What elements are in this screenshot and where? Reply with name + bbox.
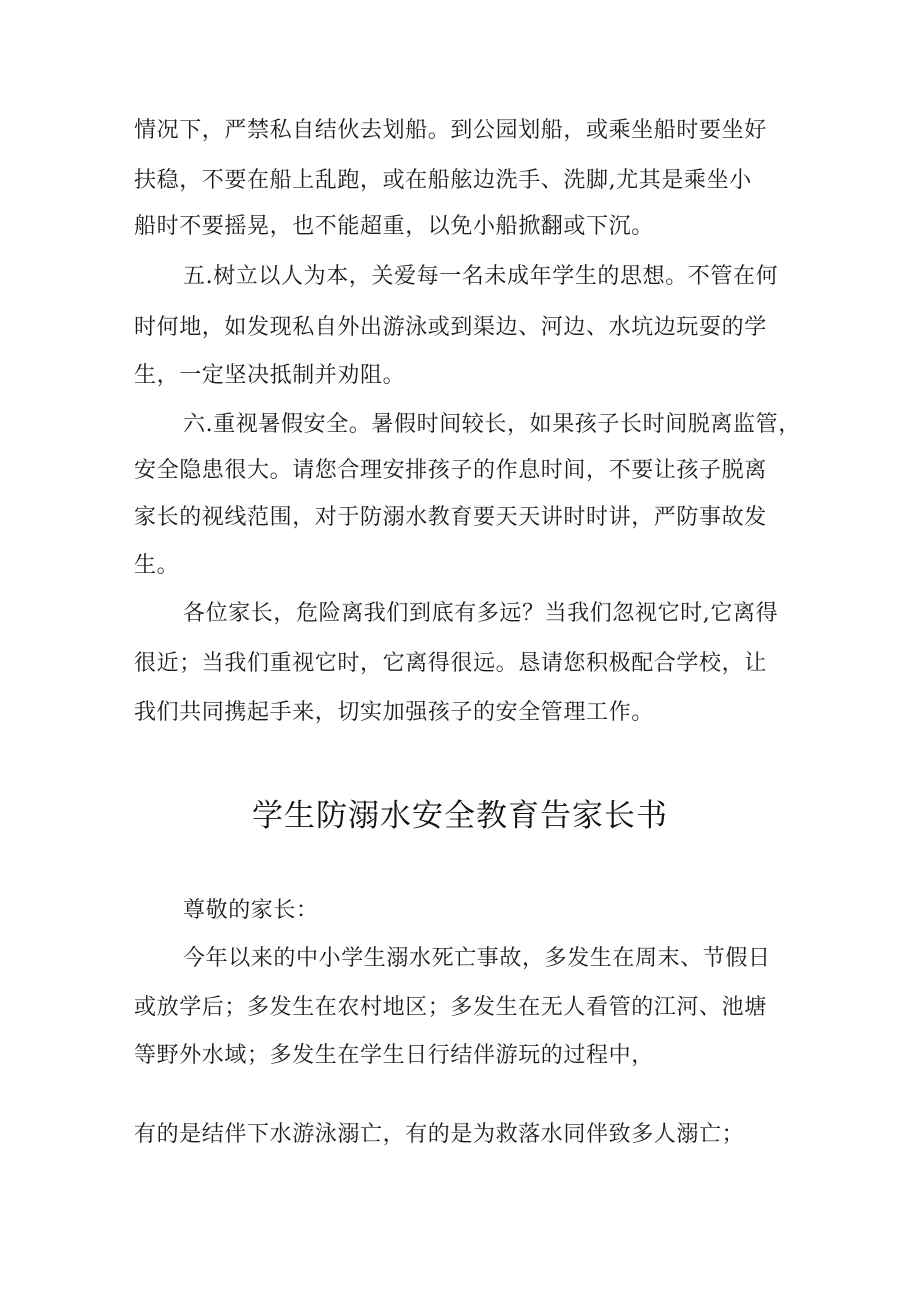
paragraph-line: 六.重视暑假安全。暑假时间较长，如果孩子长时间脱离监管， bbox=[183, 412, 801, 437]
paragraph-line: 我们共同携起手来，切实加强孩子的安全管理工作。 bbox=[134, 700, 654, 725]
paragraph-line: 扶稳，不要在船上乱跑，或在船舷边洗手、洗脚,尤其是乘坐小 bbox=[134, 168, 752, 193]
paragraph-line: 等野外水域；多发生在学生日行结伴游玩的过程中， bbox=[134, 1043, 654, 1068]
paragraph-line: 很近；当我们重视它时，它离得很远。恳请您积极配合学校，让 bbox=[134, 651, 767, 676]
paragraph-line: 今年以来的中小学生溺水死亡事故，多发生在周末、节假日 bbox=[183, 946, 771, 971]
paragraph-line: 五.树立以人为本，关爱每一名未成年学生的思想。不管在何 bbox=[183, 264, 779, 289]
paragraph-line: 情况下，严禁私自结伙去划船。到公园划船，或乘坐船时要坐好 bbox=[134, 118, 767, 143]
paragraph-line: 或放学后；多发生在农村地区；多发生在无人看管的江河、池塘 bbox=[134, 995, 767, 1020]
greeting: 尊敬的家长： bbox=[183, 898, 319, 923]
paragraph-line: 有的是结伴下水游泳溺亡，有的是为救落水同伴致多人溺亡； bbox=[134, 1122, 745, 1147]
document-title: 学生防溺水安全教育告家长书 bbox=[252, 798, 668, 834]
paragraph-line: 时何地，如发现私自外出游泳或到渠边、河边、水坑边玩耍的学 bbox=[134, 315, 767, 340]
paragraph-line: 安全隐患很大。请您合理安排孩子的作息时间，不要让孩子脱离 bbox=[134, 458, 767, 483]
paragraph-line: 生，一定坚决抵制并劝阻。 bbox=[134, 363, 406, 388]
paragraph-line: 生。 bbox=[134, 553, 180, 578]
paragraph-line: 船时不要摇晃，也不能超重，以免小船掀翻或下沉。 bbox=[134, 214, 654, 239]
paragraph-line: 家长的视线范围，对于防溺水教育要天天讲时时讲，严防事故发 bbox=[134, 505, 767, 530]
paragraph-line: 各位家长，危险离我们到底有多远？当我们忽视它时,它离得 bbox=[183, 601, 779, 626]
